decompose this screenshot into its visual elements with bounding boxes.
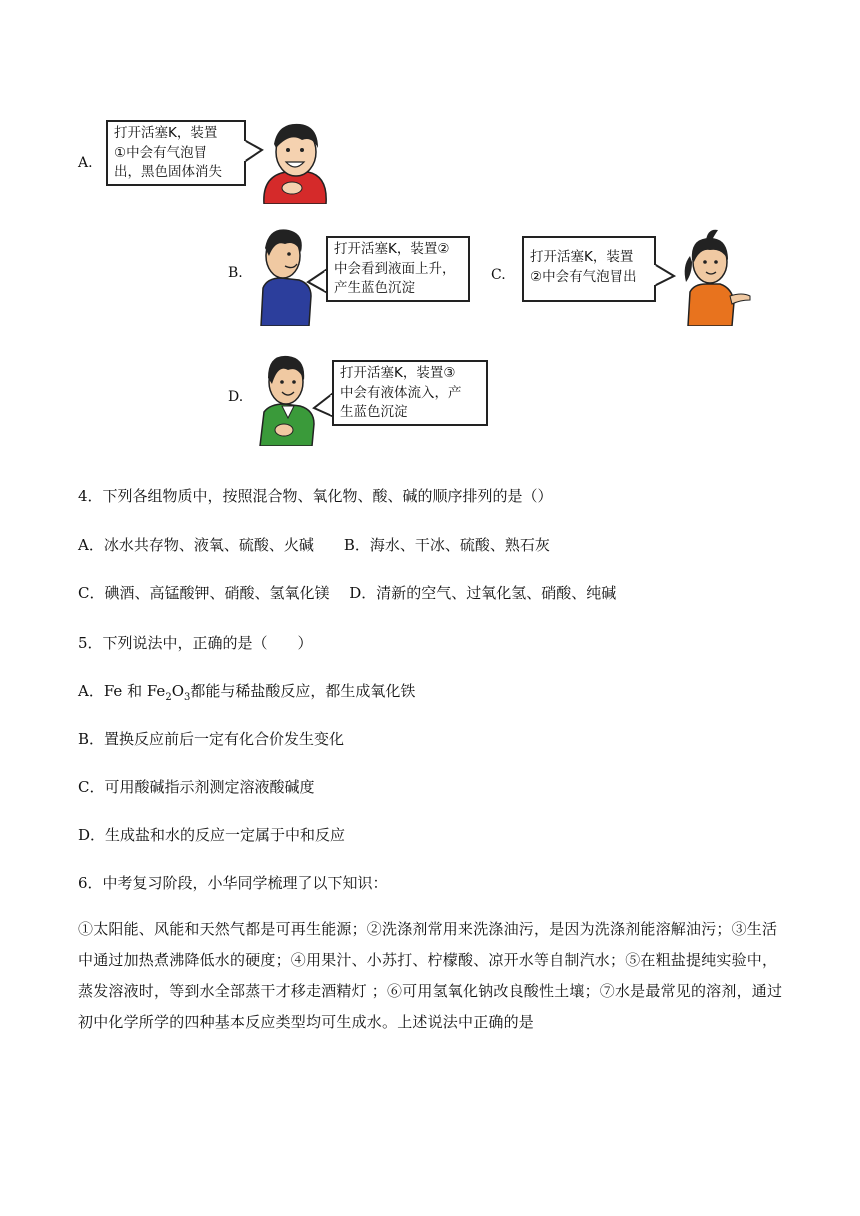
question-6-body: ①太阳能、风能和天然气都是可再生能源；②洗涤剂常用来洗涤油污，是因为洗涤剂能溶解油污；③生活中通过加热煮沸降低水的硬度；④用果汁、小苏打、柠檬酸、凉开水等自制汽水；⑤在粗盐提纯实验中，蒸发溶液时，等到水全部蒸干才移走酒精灯 ；⑥可用氢氧化钠改良酸性土壤；⑦水是最常见的溶剂，通过初中化学所学的四种基本反应类型均可生成水。上述说法中正确的是 <box>78 920 783 1031</box>
question-4-options-row-2: C．碘酒、高锰酸钾、硝酸、氢氧化镁 D．清新的空气、过氧化氢、硝酸、纯碱 <box>78 584 617 602</box>
question-5-option-a <box>78 681 415 708</box>
option-a-text-end: 都能与稀盐酸反应，都生成氧化铁 <box>190 682 416 700</box>
option-c-speech-bubble <box>522 236 656 302</box>
option-d-speech-bubble <box>332 360 488 426</box>
bubble-line: ②中会有气泡冒出 <box>530 268 637 285</box>
subscript: 2 <box>165 692 172 703</box>
question-4-stem: 4．下列各组物质中，按照混合物、氧化物、酸、碱的顺序排列的是（） <box>78 487 553 505</box>
boy-cartoon-d <box>256 350 320 446</box>
option-a-text-start: A．Fe 和 Fe <box>78 682 166 700</box>
option-c-letter: C. <box>491 267 506 283</box>
option-b-letter: B. <box>228 265 243 281</box>
girl-cartoon-c <box>672 226 754 326</box>
speech-tail <box>312 392 334 422</box>
bubble-line: 中会有液体流入，产 <box>340 384 462 401</box>
bubble-line: 打开活塞K，装置③ <box>340 365 456 381</box>
bubble-line: 中会看到液面上升， <box>334 260 456 277</box>
question-6-stem: 6．中考复习阶段，小华同学梳理了以下知识： <box>78 874 388 892</box>
bubble-line: ①中会有气泡冒 <box>114 144 208 161</box>
option-d-letter: D. <box>228 389 244 405</box>
option-b-speech-bubble <box>326 236 470 302</box>
question-4-options-row-1: A．冰水共存物、液氧、硫酸、火碱 B．海水、干冰、硫酸、熟石灰 <box>78 536 550 554</box>
question-5-option-c: C．可用酸碱指示剂测定溶液酸碱度 <box>78 778 315 796</box>
bubble-line: 打开活塞K，装置 <box>530 249 634 265</box>
question-5-option-d: D．生成盐和水的反应一定属于中和反应 <box>78 826 346 844</box>
option-a-speech-bubble <box>106 120 246 186</box>
bubble-line: 打开活塞K，装置 <box>114 125 218 141</box>
bubble-line: 生蓝色沉淀 <box>340 404 408 420</box>
subscript: 3 <box>184 692 191 703</box>
question-5-stem: 5．下列说法中，正确的是（ ） <box>78 634 313 652</box>
bubble-line: 打开活塞K，装置② <box>334 241 450 257</box>
bubble-line: 出，黑色固体消失 <box>114 164 222 180</box>
option-a-letter: A. <box>78 155 93 171</box>
boy-cartoon-a <box>256 118 336 204</box>
question-5-option-b: B．置换反应前后一定有化合价发生变化 <box>78 730 345 748</box>
speech-tail <box>306 268 328 298</box>
oxygen-symbol: O <box>171 682 184 700</box>
bubble-line: 产生蓝色沉淀 <box>334 280 415 296</box>
